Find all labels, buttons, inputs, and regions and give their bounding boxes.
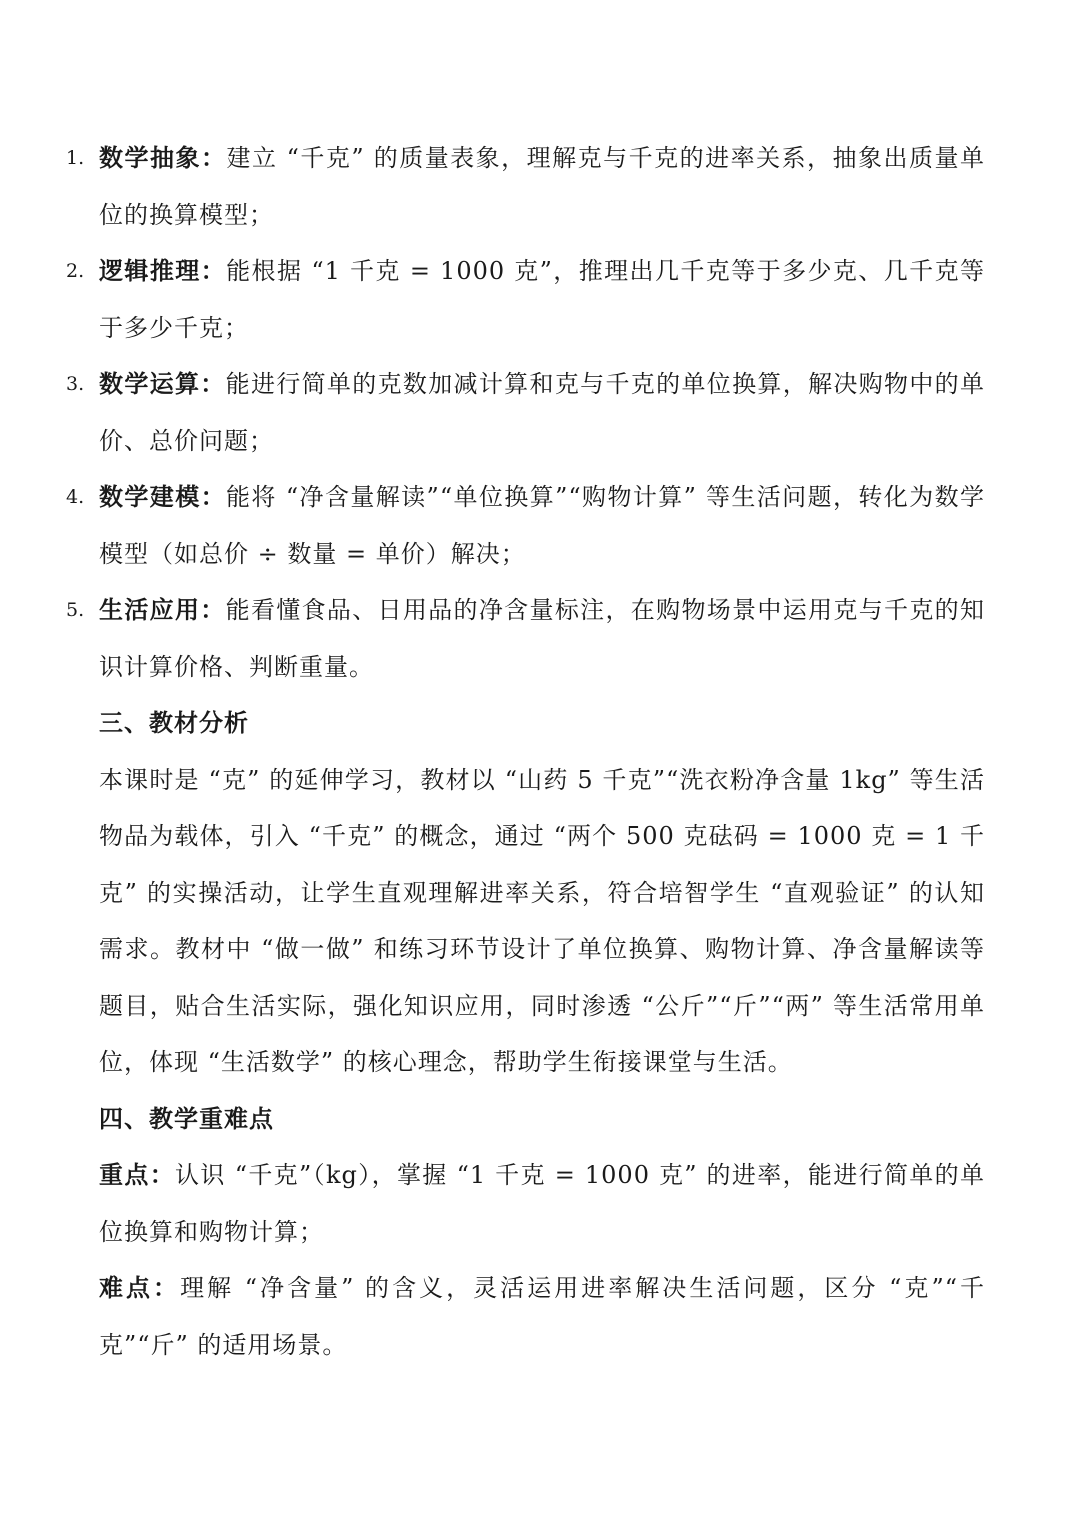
list-number: 4. [66, 486, 85, 508]
section-heading-key-difficult-points: 四、教学重难点 [99, 1103, 274, 1133]
objective-text: 能根据 “1 千克 = 1000 克”，推理出几千克等于多少克、几千克等于多少千克； [99, 257, 986, 342]
objective-lead: 生活应用： [99, 595, 226, 624]
list-number: 2. [66, 260, 85, 282]
objective-text: 建立 “千克” 的质量表象，理解克与千克的进率关系，抽象出质量单位的换算模型； [99, 144, 986, 229]
list-number: 1. [66, 147, 85, 169]
objective-text: 能看懂食品、日用品的净含量标注，在购物场景中运用克与千克的知识计算价格、判断重量。 [99, 596, 986, 681]
objective-item [0, 130, 985, 243]
key-point-lead: 重点： [99, 1160, 176, 1189]
textbook-analysis-paragraph: 本课时是 “克” 的延伸学习，教材以 “山药 5 千克”“洗衣粉净含量 1kg” 等生活物品为载体，引入 “千克” 的概念，通过 “两个 500 克砝码 = 1000 克 = 1 千克” 的实操活动，让学生直观理解进率关系，符合培智学生 “直观验证” 的认知需求。教材中 “做一做” 和练习环节设计了单位换算、购物计算、净含量解读等题目，贴合生活实际，强化知识应用，同时渗透 “公斤”“斤”“两” 等生活常用单位，体现 “生活数学” 的核心理念，帮助学生衔接课堂与生活。 [99, 765, 985, 1076]
difficulty-lead: 难点： [99, 1273, 181, 1302]
objective-item [0, 582, 985, 695]
objective-text: 能将 “净含量解读”“单位换算”“购物计算” 等生活问题，转化为数学模型（如总价 ÷ 数量 = 单价）解决； [99, 483, 986, 568]
objective-item [0, 469, 985, 582]
content-body [0, 130, 1080, 1373]
key-point-text: 认识 “千克”（kg），掌握 “1 千克 = 1000 克” 的进率，能进行简单的单位换算和购物计算； [99, 1161, 986, 1246]
key-point-paragraph [0, 1147, 985, 1260]
difficulty-paragraph [0, 1260, 985, 1373]
objective-text: 能进行简单的克数加减计算和克与千克的单位换算，解决购物中的单价、总价问题； [99, 370, 986, 455]
objective-lead: 逻辑推理： [99, 256, 227, 285]
objective-item [0, 356, 985, 469]
list-number: 5. [66, 599, 85, 621]
list-number: 3. [66, 373, 85, 395]
objective-lead: 数学抽象： [99, 143, 227, 172]
objective-item [0, 243, 985, 356]
section-heading-textbook-analysis: 三、教材分析 [99, 708, 249, 737]
difficulty-text: 理解 “净含量” 的含义，灵活运用进率解决生活问题，区分 “克”“千克”“斤” 的适用场景。 [99, 1274, 986, 1359]
objective-lead: 数学建模： [99, 482, 227, 511]
objective-lead: 数学运算： [99, 369, 226, 398]
